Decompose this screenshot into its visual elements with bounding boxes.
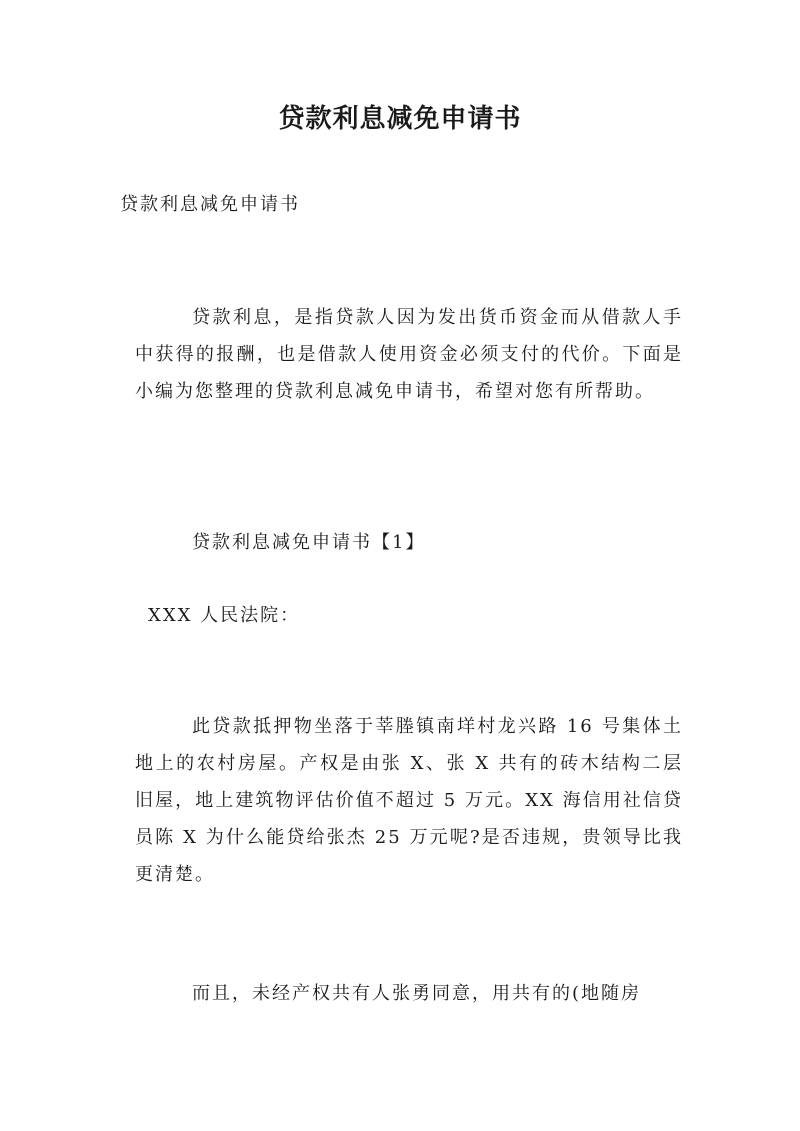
document-title: 贷款利息减免申请书 — [278, 104, 522, 134]
salutation: XXX 人民法院： — [148, 605, 301, 626]
section-heading: 贷款利息减免申请书【1】 — [192, 532, 426, 553]
intro-paragraph: 贷款利息，是指贷款人因为发出货币资金而从借款人手中获得的报酬，也是借款人使用资金必须支付的代价。下面是小编为您整理的贷款利息减免申请书，希望对您有所帮助。 — [135, 307, 683, 402]
document-subtitle: 贷款利息减免申请书 — [120, 194, 300, 215]
body-paragraph-2: 而且，未经产权共有人张勇同意，用共有的(地随房 — [192, 983, 642, 1004]
body-paragraph-1: 此贷款抵押物坐落于莘塍镇南垟村龙兴路 16 号集体土地上的农村房屋。产权是由张 X、张 X 共有的砖木结构二层旧屋，地上建筑物评估价值不超过 5 万元。XX 海信用社信贷员陈 X 为什么能贷给张杰 25 万元呢?是否违规，贵领导比我更清楚。 — [135, 716, 683, 885]
